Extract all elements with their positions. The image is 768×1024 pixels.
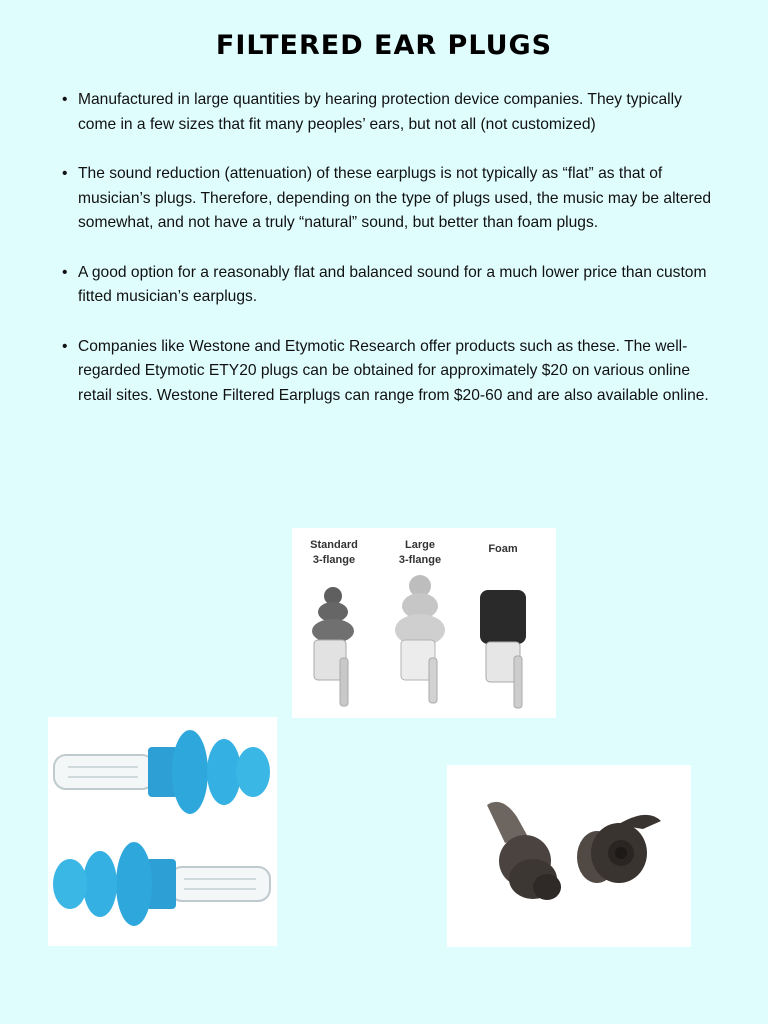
earplug-comparison-graphic (292, 528, 556, 718)
dark-earplug-icon (447, 765, 691, 947)
dark-earplugs-image (447, 765, 691, 947)
earplug-comparison-image (292, 528, 556, 718)
bullet-item: • The sound reduction (attenuation) of these earplugs is not typically as “flat” as that of musician’s plugs. Therefore, depending on the type of plugs used, the music may be altered somewhat, and not have a truly “natural” sound, but better than foam plugs. (62, 162, 722, 236)
bullet-list (62, 88, 722, 433)
caption-foam: Foam (488, 543, 518, 555)
bullet-item: • Manufactured in large quantities by hearing protection device companies. They typically come in a few sizes that fit many peoples’ ears, but not all (not customized) (62, 88, 722, 137)
bullet-item: • A good option for a reasonably flat and balanced sound for a much lower price than custom fitted musician’s earplugs. (62, 261, 722, 310)
caption-large: Large 3-flange (398, 539, 442, 566)
standard-earplug-icon (312, 587, 354, 706)
blue-earplugs-image (48, 717, 277, 946)
large-earplug-icon (395, 575, 445, 703)
bullet-item: • Companies like Westone and Etymotic Research offer products such as these. The well-regarded Etymotic ETY20 plugs can be obtained for approximately $20 on various online retail sites. Westone Filtered Earplugs can range from $20-60 and are also available online. (62, 335, 722, 409)
caption-standard: Standard 3-flange (310, 539, 358, 566)
blue-earplug-icon (48, 717, 277, 946)
page-title: FILTERED EAR PLUGS (215, 30, 553, 61)
foam-earplug-icon (480, 590, 526, 708)
